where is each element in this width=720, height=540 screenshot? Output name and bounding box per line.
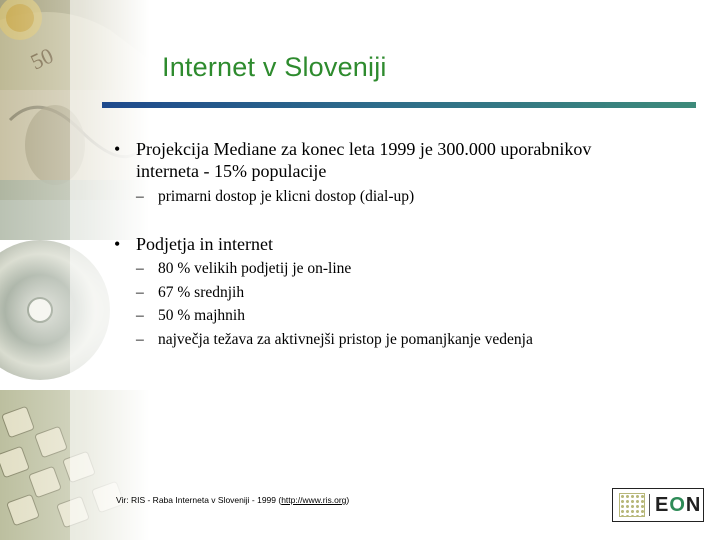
sub-item-text: primarni dostop je klicni dostop (dial-up): [158, 188, 415, 205]
sub-item: [136, 257, 351, 280]
source-link[interactable]: http://www.ris.org: [281, 495, 347, 505]
logo-letter-e: E: [655, 494, 670, 516]
title-underline-bar: [102, 102, 696, 108]
footnote-suffix: ): [346, 495, 350, 505]
logo-letter-o: O: [669, 494, 686, 516]
logo-dot-grid-icon: [619, 493, 645, 517]
sub-item-text: 80 % velikih podjetij je on-line: [158, 260, 352, 277]
dash-glyph: –: [136, 331, 144, 348]
eon-logo: [612, 488, 704, 522]
dash-glyph: –: [136, 284, 144, 301]
bullet-dot: •: [114, 234, 121, 254]
sub-item: [136, 304, 245, 327]
sub-item-text: največja težava za aktivnejši pristop je pomanjkanje vedenja: [158, 331, 533, 348]
logo-letter-n: N: [685, 494, 702, 516]
bullet-2-text: Podjetja in internet: [136, 234, 273, 254]
sub-item-text: 50 % majhnih: [158, 307, 245, 324]
sub-item: [136, 185, 414, 208]
logo-divider: [649, 494, 650, 516]
dash-glyph: –: [136, 260, 144, 277]
logo-wordmark: [655, 494, 701, 517]
dash-glyph: –: [136, 188, 144, 205]
bullet-1-text-line2: interneta - 15% populacije: [136, 161, 327, 181]
background-collage-image: [0, 0, 150, 540]
sub-item-text: 67 % srednjih: [158, 284, 245, 301]
bullet-1-text-line1: Projekcija Mediane za konec leta 1999 je 300.000 uporabnikov: [136, 139, 592, 159]
slide-title: Internet v Sloveniji: [162, 52, 387, 82]
source-footnote: [116, 495, 349, 505]
dash-glyph: –: [136, 307, 144, 324]
sub-item: [136, 328, 533, 351]
bullet-dot: •: [114, 139, 121, 159]
sub-item: [136, 281, 244, 304]
footnote-prefix: Vir: RIS - Raba Interneta v Sloveniji - 1999 (: [116, 495, 282, 505]
